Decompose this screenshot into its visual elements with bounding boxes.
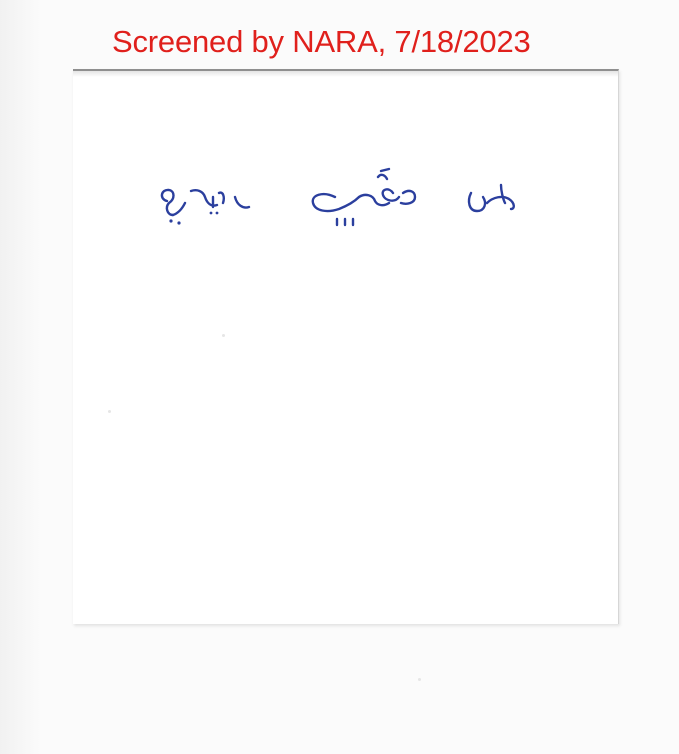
index-card (73, 69, 619, 624)
handwriting-ink (153, 163, 543, 263)
screening-stamp: Screened by NARA, 7/18/2023 (112, 24, 531, 59)
paper-speck (108, 410, 111, 413)
handwritten-note (153, 163, 543, 263)
scanner-edge-shadow (0, 0, 40, 754)
paper-speck (418, 678, 421, 681)
paper-speck (222, 334, 225, 337)
card-top-edge (73, 71, 618, 77)
